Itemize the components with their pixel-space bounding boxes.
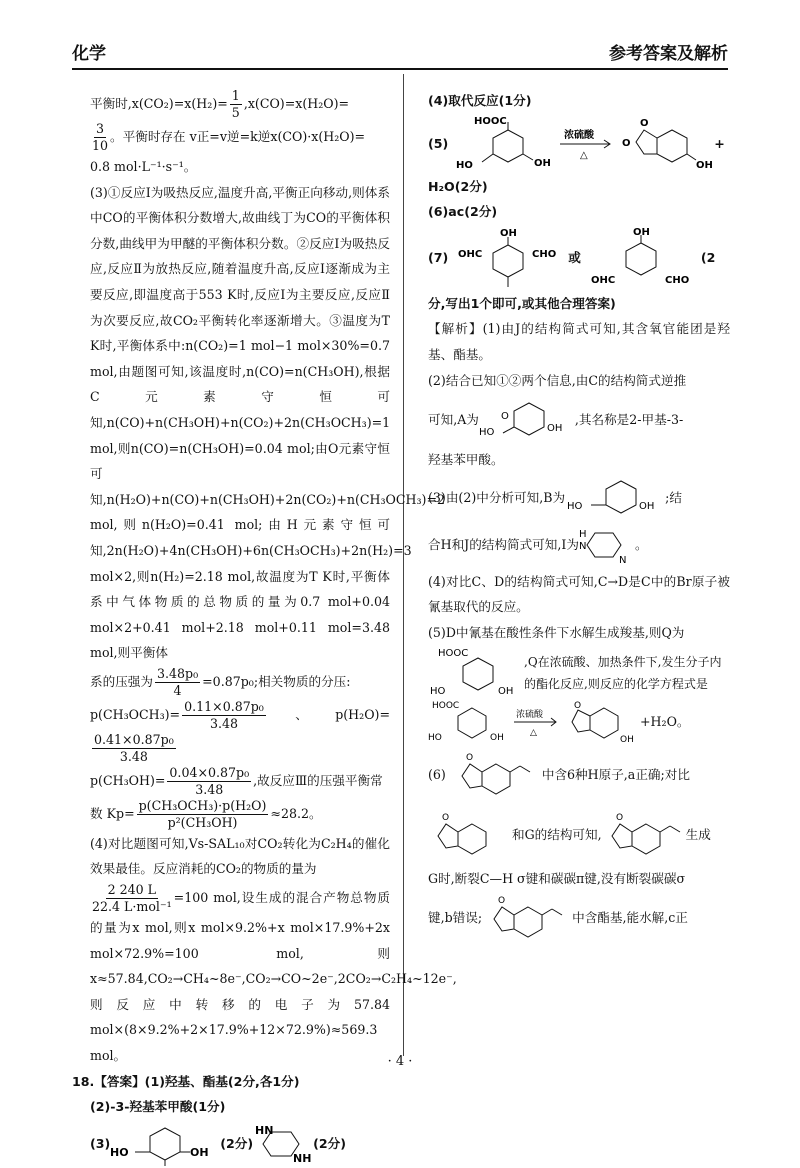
compound-b-structure — [565, 475, 665, 521]
answer-5-equation: (5) HOOC HO OH 浓硫酸 △ O O OH + — [428, 115, 725, 171]
svg-text:O: O — [622, 137, 631, 149]
svg-text:OH: OH — [632, 226, 650, 238]
svg-text:HN: HN — [255, 1123, 274, 1137]
eq-line-3: 0.8 mol·L⁻¹·s⁻¹。 — [90, 159, 197, 174]
svg-text:△: △ — [530, 727, 537, 738]
svg-text:O: O — [442, 812, 450, 823]
svg-text:N: N — [578, 540, 587, 552]
analysis-2: (2)结合已知①②两个信息,由C的结构简式逆推 — [428, 372, 687, 388]
svg-text:NH: NH — [293, 1151, 312, 1165]
equation-reactant-structure — [428, 700, 512, 744]
compound-i-structure — [579, 523, 635, 567]
fraction: $\frac{\text{3.48p₀}}{4}$ — [156, 665, 199, 698]
compound-j-structure-3 — [602, 806, 686, 864]
svg-text:OH: OH — [546, 423, 563, 435]
svg-text:HO: HO — [110, 1145, 129, 1159]
svg-text:OH: OH — [498, 685, 514, 697]
paragraph-4: (4)对比题图可知,Vs-SAL₁₀对CO₂转化为C₂H₄的催化效果最佳。反应消耗的CO₂的物质的量为 — [90, 835, 390, 877]
page-number: · 4 · — [387, 1054, 413, 1069]
svg-text:浓硫酸: 浓硫酸 — [564, 129, 595, 141]
lactone-product-structure — [614, 116, 714, 172]
piperazine-structure — [253, 1122, 313, 1166]
analysis-1: 【解析】(1)由J的结构简式可知,其含氧官能团是羟基、酯基。 — [428, 321, 730, 362]
svg-text:O: O — [640, 117, 649, 129]
paragraph-4b: $\frac{2 240 L}{\text{22.4 L·mol⁻¹}}$ =100 mol,设生成的混合产物总物质的量为x mol,则x mol×9.2%+x mol×17.9%+2x mol×72.9%=100 mol,则x≈57.84,CO₂→CH₄~8e⁻,CO₂→CO~2e⁻,2CO₂→C₂H₄~12e⁻,则反应中转移的电子为57.84 mol×(8×9.2%+2×17.9%+12×72.9%)≈569.3 mol。 — [90, 882, 457, 1064]
eq-line-1: 平衡时,x(CO₂)=x(H₂)= $\frac{1}{5}$ ,x(CO)=x(H₂O)= — [90, 88, 350, 120]
analysis-3-row-2: 合H和J的结构简式可知,I为 H N N 。 — [428, 523, 730, 567]
dialdehyde-phenol-structure-2 — [581, 227, 701, 289]
svg-text:HO: HO — [478, 427, 495, 439]
svg-text:OH: OH — [620, 734, 634, 745]
analysis-6-row-2: O 和G的结构可知, O 生成 — [428, 806, 730, 864]
answer-6: (6)ac(2分) — [428, 204, 498, 220]
svg-text:浓硫酸: 浓硫酸 — [516, 709, 544, 720]
answer-18-title: 18.【答案】(1)羟基、酯基(2分,各1分) — [72, 1073, 300, 1089]
fraction: $\frac{\text{0.11×0.87p₀}}{3.48}$ — [184, 698, 264, 731]
reaction-arrow — [558, 124, 614, 164]
svg-text:O: O — [500, 411, 509, 423]
svg-text:HOOC: HOOC — [474, 115, 507, 127]
partial-pressure-2: p(CH₃OH)= $\frac{\text{0.04×0.87p₀}}{3.48}$ ,故反应Ⅲ的压强平衡常 — [90, 764, 383, 797]
compound-j-structure-2 — [428, 806, 512, 864]
analysis-3-row: (3)由(2)中分析可知,B为 HO OH ;结 — [428, 475, 730, 521]
analysis-4: (4)对比C、D的结构简式可知,C→D是C中的Br原子被氰基取代的反应。 — [428, 573, 730, 615]
analysis-5: (5)D中氰基在酸性条件下水解生成羧基,则Q为 — [428, 624, 685, 640]
equation-arrow — [512, 705, 560, 739]
benzyl-alcohol-phenol-structure — [110, 1122, 220, 1166]
subject-title: 化学 — [72, 44, 106, 64]
svg-text:OH: OH — [696, 159, 714, 171]
svg-text:OH: OH — [639, 500, 655, 512]
svg-text:OH: OH — [490, 732, 504, 743]
svg-text:OHC: OHC — [590, 274, 616, 286]
svg-text:HO: HO — [430, 685, 446, 697]
compound-j-structure — [446, 746, 542, 804]
fraction: $\frac{2 240 L}{\text{22.4 L·mol⁻¹}}$ — [92, 882, 172, 915]
column-divider — [403, 74, 404, 1056]
svg-text:HO: HO — [456, 159, 474, 171]
eq-line-2: $\frac{3}{10}$ 。平衡时存在 v正=v逆=k逆x(CO)·x(H₂O)= — [92, 121, 366, 153]
analysis-6-text: G时,断裂C—H σ键和碳碳π键,没有断裂碳碳σ — [428, 870, 686, 886]
kp-line: 数 Kp= $\frac{\text{p(CH₃OCH₃)·p(H₂O)}}{\text{p²(CH₃OH)}}$ ≈28.2。 — [90, 797, 322, 830]
answer-7-note: 分,写出1个即可,或其他合理答案) — [428, 295, 616, 311]
answer-4: (4)取代反应(1分) — [428, 93, 532, 108]
svg-text:HO: HO — [567, 500, 583, 512]
section-title: 参考答案及解析 — [609, 44, 728, 64]
analysis-2-structure-row: 可知,A为 HO O OH ,其名称是2-甲基-3- — [428, 395, 730, 445]
svg-text:O: O — [498, 896, 506, 907]
answer-5-h2o: H₂O(2分) — [428, 178, 488, 194]
pressure-line: 系的压强为 $\frac{\text{3.48p₀}}{4}$ =0.87p₀;相关物质的分压: — [90, 665, 351, 698]
fraction: $\frac{3}{10}$ — [92, 121, 109, 153]
answer-7-structures: (7) OH OHC CHO 或 OH OHC CHO (2 — [428, 227, 730, 289]
svg-text:△: △ — [580, 149, 588, 161]
partial-pressure-1: p(CH₃OCH₃)= $\frac{\text{0.11×0.87p₀}}{3.48}$ 、p(H₂O)= $\frac{\text{0.41×0.87p₀}}{3.48}$ — [90, 698, 390, 764]
analysis-5-q-row: HOOC HO OH ,Q在浓硫酸、加热条件下,发生分子内的酯化反应,则反应的化学方程式是 — [430, 647, 722, 697]
svg-text:HOOC: HOOC — [432, 700, 460, 711]
analysis-6-row-3: 键,b错误; O 中含酯基,能水解,c正 — [428, 893, 730, 943]
compound-q-structure — [428, 648, 524, 698]
svg-text:O: O — [465, 752, 473, 763]
answer-18-3: (3) HO OH (2分) HN NH (2分) — [90, 1123, 347, 1165]
equation-product-structure — [560, 700, 640, 744]
analysis-2-end: 羟基苯甲酸。 — [428, 452, 504, 468]
compound-a-structure — [479, 395, 575, 445]
paragraph-3: (3)①反应Ⅰ为吸热反应,温度升高,平衡正向移动,则体系中CO的平衡体积分数增大,故曲线丁为CO的平衡体积分数,曲线甲为甲醚的平衡体积分数。②反应Ⅰ为吸热反应,反应Ⅱ为放热反应,随着温度升高,反应Ⅰ逐渐成为主要反应,即温度高于553 K时,反应Ⅰ为主要反应,反应Ⅱ为次要反应,故CO₂平衡转化率逐渐增大。③温度为T K时,平衡体系中:n(CO₂)=1 mol−1 mol×30%=0.7 mol,由题图可知,该温度时,n(CO)=n(CH₃OH),根据C元素守恒可知,n(CO)+n(CH₃OH)+n(CO₂)+2n(CH₃OCH₃)=1 mol,则n(CO)=n(CH₃OH)=0.04 mol;由O元素守恒可知,n(H₂O)+n(CO)+n(CH₃OH)+2n(CO₂)+n(CH₃OCH₃)=2 mol,则n(H₂O)=0.41 mol;由H元素守恒可知,2n(H₂O)+4n(CH₃OH)+6n(CH₃OCH₃)+2n(H₂)=3 mol×2,则n(H₂)=2.18 mol,故温度为T K时,平衡体系中气体物质的总物质的量为0.7 mol+0.04 mol×2+0.41 mol+2.18 mol+0.11 mol=3.48 mol,则平衡体 — [90, 184, 446, 661]
reactant-structure — [448, 116, 558, 172]
svg-text:OHC: OHC — [458, 248, 483, 260]
page-header — [72, 38, 728, 70]
answer-18-2: (2)-3-羟基苯甲酸(1分) — [90, 1099, 226, 1115]
fraction: $\frac{1}{5}$ — [231, 88, 240, 120]
compound-j-structure-4 — [482, 893, 572, 943]
svg-text:HO: HO — [428, 732, 442, 743]
analysis-6-row-1: (6) O 中含6种H原子,a正确;对比 — [428, 746, 730, 804]
analysis-5-equation: HOOC HO OH 浓硫酸 △ O OH +H₂O。 — [428, 700, 690, 745]
fraction: $\frac{\text{0.41×0.87p₀}}{3.48}$ — [94, 731, 174, 764]
svg-text:O: O — [574, 700, 582, 711]
fraction: $\frac{\text{0.04×0.87p₀}}{3.48}$ — [169, 764, 250, 797]
svg-text:HOOC: HOOC — [438, 647, 469, 659]
svg-text:OH: OH — [534, 157, 552, 169]
svg-text:CHO: CHO — [664, 274, 690, 286]
svg-text:OH: OH — [190, 1145, 209, 1159]
svg-text:N: N — [618, 554, 627, 566]
svg-text:O: O — [615, 812, 623, 823]
svg-text:H: H — [578, 528, 587, 540]
right-column — [428, 88, 730, 945]
svg-text:OH: OH — [500, 227, 518, 239]
svg-text:CHO: CHO — [532, 248, 557, 260]
dialdehyde-phenol-structure-1 — [448, 227, 568, 289]
fraction: $\frac{\text{p(CH₃OCH₃)·p(H₂O)}}{\text{p²(CH₃OH)}}$ — [138, 797, 267, 830]
